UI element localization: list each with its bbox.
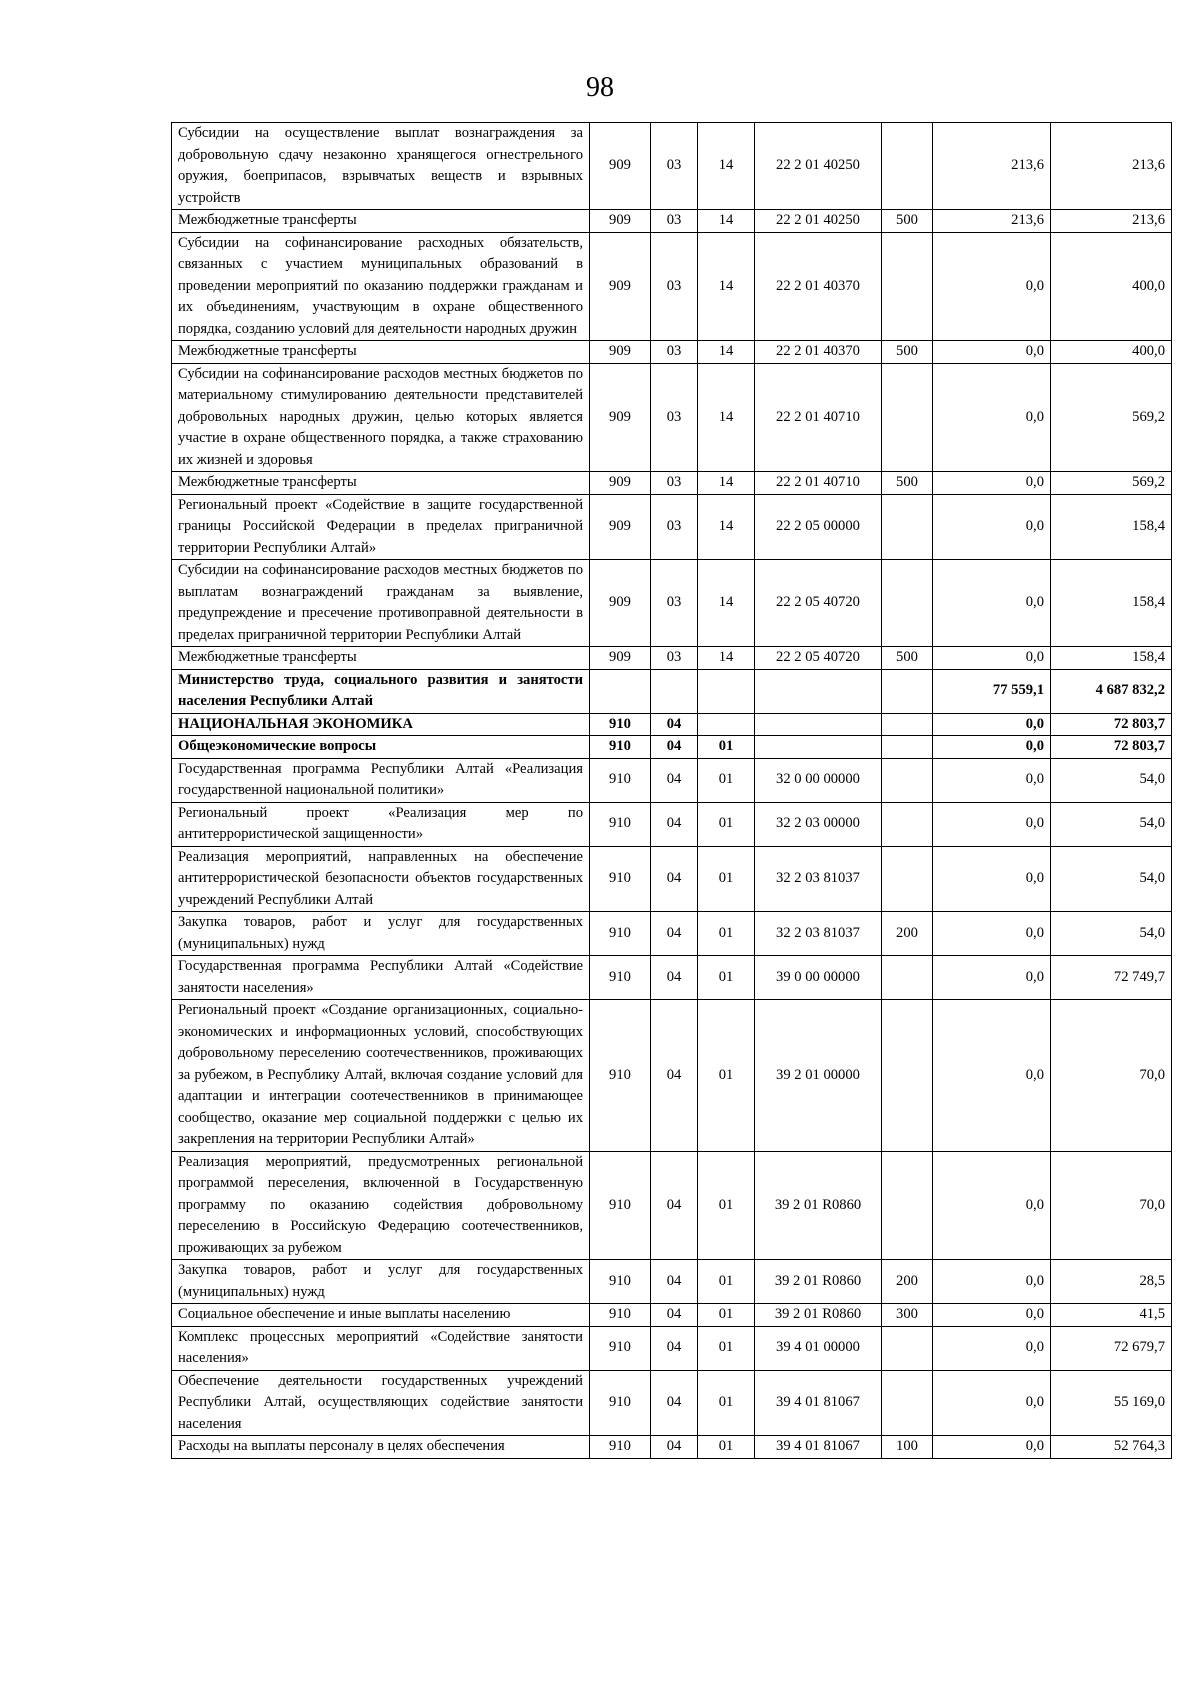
row-csr-cell xyxy=(755,736,882,759)
row-pr-cell: 01 xyxy=(698,1260,755,1304)
row-vr-cell xyxy=(882,802,933,846)
row-rz-cell: 04 xyxy=(651,1370,698,1436)
row-pr-cell xyxy=(698,669,755,713)
row-sum1-cell: 0,0 xyxy=(933,494,1051,560)
row-pr-cell: 01 xyxy=(698,956,755,1000)
row-name-cell: Межбюджетные трансферты xyxy=(172,472,590,495)
row-vr-cell: 200 xyxy=(882,912,933,956)
row-sum1-cell: 0,0 xyxy=(933,1151,1051,1260)
row-pr-cell: 14 xyxy=(698,210,755,233)
table-row xyxy=(172,736,1172,759)
table-row xyxy=(172,494,1172,560)
row-sum1-cell: 213,6 xyxy=(933,210,1051,233)
row-pr-cell: 01 xyxy=(698,736,755,759)
row-gr-cell: 909 xyxy=(590,363,651,472)
table-row xyxy=(172,713,1172,736)
row-gr-cell: 910 xyxy=(590,1436,651,1459)
row-pr-cell: 14 xyxy=(698,341,755,364)
row-rz-cell: 04 xyxy=(651,956,698,1000)
row-sum1-cell: 0,0 xyxy=(933,802,1051,846)
row-sum2-cell: 72 679,7 xyxy=(1051,1326,1172,1370)
row-vr-cell xyxy=(882,1000,933,1152)
row-vr-cell xyxy=(882,494,933,560)
row-name-cell: Общеэкономические вопросы xyxy=(172,736,590,759)
row-rz-cell: 04 xyxy=(651,1260,698,1304)
row-sum2-cell: 213,6 xyxy=(1051,123,1172,210)
row-gr-cell: 910 xyxy=(590,1260,651,1304)
row-sum1-cell: 0,0 xyxy=(933,912,1051,956)
row-csr-cell: 22 2 01 40710 xyxy=(755,363,882,472)
row-sum1-cell: 0,0 xyxy=(933,1260,1051,1304)
row-gr-cell: 910 xyxy=(590,758,651,802)
row-csr-cell: 39 2 01 R0860 xyxy=(755,1151,882,1260)
row-sum2-cell: 54,0 xyxy=(1051,802,1172,846)
row-sum2-cell: 400,0 xyxy=(1051,341,1172,364)
row-rz-cell: 04 xyxy=(651,1000,698,1152)
row-rz-cell: 03 xyxy=(651,560,698,647)
row-sum1-cell: 0,0 xyxy=(933,341,1051,364)
row-sum2-cell: 72 749,7 xyxy=(1051,956,1172,1000)
row-name-cell: Закупка товаров, работ и услуг для государственных (муниципальных) нужд xyxy=(172,1260,590,1304)
row-vr-cell xyxy=(882,1151,933,1260)
row-rz-cell: 03 xyxy=(651,494,698,560)
row-vr-cell xyxy=(882,669,933,713)
row-sum1-cell: 0,0 xyxy=(933,758,1051,802)
row-rz-cell: 04 xyxy=(651,912,698,956)
page-number: 98 xyxy=(586,72,614,103)
row-name-cell: Обеспечение деятельности государственных учреждений Республики Алтай, осуществляющих содействие занятости населения xyxy=(172,1370,590,1436)
row-name-cell: Межбюджетные трансферты xyxy=(172,647,590,670)
table-row xyxy=(172,1260,1172,1304)
row-gr-cell: 910 xyxy=(590,1326,651,1370)
row-sum1-cell: 0,0 xyxy=(933,560,1051,647)
row-sum1-cell: 0,0 xyxy=(933,713,1051,736)
row-gr-cell: 909 xyxy=(590,647,651,670)
row-sum2-cell: 569,2 xyxy=(1051,363,1172,472)
row-pr-cell: 01 xyxy=(698,1326,755,1370)
row-name-cell: Субсидии на осуществление выплат вознаграждения за добровольную сдачу незаконно хранящегося огнестрельного оружия, боеприпасов, взрывчатых веществ и взрывных устройств xyxy=(172,123,590,210)
row-pr-cell: 14 xyxy=(698,472,755,495)
row-gr-cell: 909 xyxy=(590,560,651,647)
row-vr-cell: 300 xyxy=(882,1304,933,1327)
row-pr-cell xyxy=(698,713,755,736)
table-row xyxy=(172,232,1172,341)
row-name-cell: Субсидии на софинансирование расходов местных бюджетов по материальному стимулированию деятельности представителей добровольных народных дружин, целью которых является участие в охране общественного порядка, а также страхованию их жизней и здоровья xyxy=(172,363,590,472)
row-csr-cell: 32 2 03 00000 xyxy=(755,802,882,846)
table-row xyxy=(172,123,1172,210)
row-name-cell: Социальное обеспечение и иные выплаты населению xyxy=(172,1304,590,1327)
row-csr-cell: 22 2 05 40720 xyxy=(755,560,882,647)
row-name-cell: Реализация мероприятий, направленных на обеспечение антитеррористической безопасности объектов государственных учреждений Республики Алтай xyxy=(172,846,590,912)
row-sum2-cell: 213,6 xyxy=(1051,210,1172,233)
row-pr-cell: 01 xyxy=(698,846,755,912)
row-rz-cell: 03 xyxy=(651,472,698,495)
row-sum2-cell: 4 687 832,2 xyxy=(1051,669,1172,713)
row-sum1-cell: 77 559,1 xyxy=(933,669,1051,713)
row-rz-cell: 04 xyxy=(651,736,698,759)
row-csr-cell: 22 2 01 40250 xyxy=(755,123,882,210)
row-vr-cell: 500 xyxy=(882,210,933,233)
row-gr-cell: 909 xyxy=(590,494,651,560)
row-sum2-cell: 70,0 xyxy=(1051,1000,1172,1152)
row-gr-cell: 910 xyxy=(590,956,651,1000)
row-name-cell: Расходы на выплаты персоналу в целях обеспечения xyxy=(172,1436,590,1459)
row-rz-cell: 03 xyxy=(651,210,698,233)
row-csr-cell: 39 2 01 R0860 xyxy=(755,1304,882,1327)
row-rz-cell: 04 xyxy=(651,1436,698,1459)
row-rz-cell: 03 xyxy=(651,363,698,472)
row-gr-cell: 910 xyxy=(590,912,651,956)
row-vr-cell xyxy=(882,758,933,802)
row-pr-cell: 01 xyxy=(698,1304,755,1327)
row-name-cell: Комплекс процессных мероприятий «Содействие занятости населения» xyxy=(172,1326,590,1370)
row-sum1-cell: 0,0 xyxy=(933,363,1051,472)
row-csr-cell: 39 4 01 81067 xyxy=(755,1436,882,1459)
row-name-cell: Региональный проект «Создание организационных, социально-экономических и информационных условий, способствующих добровольному переселению соотечественников, проживающих за рубежом, в Республику Алтай, включая создание условий для адаптации и интеграции соотечественников в принимающее сообщество, оказание мер социальной поддержки с целью их закрепления на территории Республики Алтай» xyxy=(172,1000,590,1152)
row-vr-cell xyxy=(882,956,933,1000)
row-vr-cell xyxy=(882,1326,933,1370)
row-sum1-cell: 0,0 xyxy=(933,1000,1051,1152)
table-row xyxy=(172,1370,1172,1436)
row-csr-cell: 22 2 05 00000 xyxy=(755,494,882,560)
row-sum1-cell: 0,0 xyxy=(933,956,1051,1000)
row-vr-cell xyxy=(882,713,933,736)
row-csr-cell: 32 0 00 00000 xyxy=(755,758,882,802)
row-csr-cell: 39 0 00 00000 xyxy=(755,956,882,1000)
row-name-cell: Субсидии на софинансирование расходных обязательств, связанных с участием муниципальных образований в проведении мероприятий по оказанию поддержки гражданам и их объединениям, участвующим в охране общественного порядка, созданию условий для деятельности народных дружин xyxy=(172,232,590,341)
row-sum2-cell: 54,0 xyxy=(1051,912,1172,956)
row-name-cell: Закупка товаров, работ и услуг для государственных (муниципальных) нужд xyxy=(172,912,590,956)
row-pr-cell: 14 xyxy=(698,560,755,647)
row-pr-cell: 14 xyxy=(698,647,755,670)
row-sum2-cell: 54,0 xyxy=(1051,758,1172,802)
row-pr-cell: 01 xyxy=(698,758,755,802)
row-rz-cell: 04 xyxy=(651,758,698,802)
table-row xyxy=(172,669,1172,713)
row-csr-cell: 22 2 01 40250 xyxy=(755,210,882,233)
table-row xyxy=(172,1304,1172,1327)
row-vr-cell: 100 xyxy=(882,1436,933,1459)
row-sum1-cell: 0,0 xyxy=(933,232,1051,341)
budget-table xyxy=(171,122,1172,1459)
row-sum1-cell: 0,0 xyxy=(933,1370,1051,1436)
row-csr-cell: 39 4 01 81067 xyxy=(755,1370,882,1436)
row-vr-cell: 500 xyxy=(882,647,933,670)
row-name-cell: Региональный проект «Содействие в защите государственной границы Российской Федерации в пределах приграничной территории Республики Алтай» xyxy=(172,494,590,560)
row-name-cell: Министерство труда, социального развития и занятости населения Республики Алтай xyxy=(172,669,590,713)
table-row xyxy=(172,472,1172,495)
row-gr-cell xyxy=(590,669,651,713)
row-name-cell: Региональный проект «Реализация мер по антитеррористической защищенности» xyxy=(172,802,590,846)
row-csr-cell: 39 4 01 00000 xyxy=(755,1326,882,1370)
table-row xyxy=(172,210,1172,233)
row-name-cell: Реализация мероприятий, предусмотренных региональной программой переселения, включенной в Государственную программу по оказанию содействия добровольному переселению в Российскую Федерацию соотечественников, проживающих за рубежом xyxy=(172,1151,590,1260)
row-sum2-cell: 569,2 xyxy=(1051,472,1172,495)
row-vr-cell xyxy=(882,736,933,759)
table-row xyxy=(172,341,1172,364)
row-name-cell: Межбюджетные трансферты xyxy=(172,210,590,233)
row-pr-cell: 01 xyxy=(698,1436,755,1459)
row-sum2-cell: 72 803,7 xyxy=(1051,713,1172,736)
row-vr-cell: 500 xyxy=(882,341,933,364)
row-sum1-cell: 0,0 xyxy=(933,736,1051,759)
table-row xyxy=(172,1000,1172,1152)
row-vr-cell xyxy=(882,846,933,912)
row-gr-cell: 909 xyxy=(590,341,651,364)
row-rz-cell: 03 xyxy=(651,232,698,341)
table-row xyxy=(172,1151,1172,1260)
row-pr-cell: 14 xyxy=(698,123,755,210)
row-gr-cell: 909 xyxy=(590,123,651,210)
table-row xyxy=(172,1326,1172,1370)
row-csr-cell: 22 2 01 40370 xyxy=(755,232,882,341)
table-row xyxy=(172,758,1172,802)
row-rz-cell: 04 xyxy=(651,1304,698,1327)
row-sum2-cell: 158,4 xyxy=(1051,560,1172,647)
row-rz-cell: 04 xyxy=(651,1151,698,1260)
table-row xyxy=(172,846,1172,912)
row-sum2-cell: 41,5 xyxy=(1051,1304,1172,1327)
row-pr-cell: 14 xyxy=(698,363,755,472)
row-sum2-cell: 54,0 xyxy=(1051,846,1172,912)
row-pr-cell: 01 xyxy=(698,802,755,846)
row-rz-cell: 03 xyxy=(651,341,698,364)
table-row xyxy=(172,363,1172,472)
row-gr-cell: 909 xyxy=(590,472,651,495)
row-sum1-cell: 0,0 xyxy=(933,846,1051,912)
row-sum1-cell: 0,0 xyxy=(933,1304,1051,1327)
row-sum1-cell: 213,6 xyxy=(933,123,1051,210)
row-sum2-cell: 52 764,3 xyxy=(1051,1436,1172,1459)
row-gr-cell: 910 xyxy=(590,736,651,759)
table-row xyxy=(172,560,1172,647)
row-vr-cell: 500 xyxy=(882,472,933,495)
row-sum1-cell: 0,0 xyxy=(933,647,1051,670)
row-pr-cell: 01 xyxy=(698,1000,755,1152)
row-gr-cell: 910 xyxy=(590,1370,651,1436)
row-vr-cell xyxy=(882,560,933,647)
row-name-cell: Государственная программа Республики Алтай «Содействие занятости населения» xyxy=(172,956,590,1000)
row-gr-cell: 909 xyxy=(590,232,651,341)
row-csr-cell: 22 2 01 40710 xyxy=(755,472,882,495)
row-pr-cell: 01 xyxy=(698,912,755,956)
row-rz-cell: 04 xyxy=(651,846,698,912)
row-csr-cell: 32 2 03 81037 xyxy=(755,912,882,956)
row-rz-cell: 03 xyxy=(651,647,698,670)
row-sum1-cell: 0,0 xyxy=(933,1436,1051,1459)
table-row xyxy=(172,956,1172,1000)
row-csr-cell xyxy=(755,713,882,736)
row-sum2-cell: 158,4 xyxy=(1051,494,1172,560)
row-pr-cell: 01 xyxy=(698,1151,755,1260)
row-vr-cell xyxy=(882,232,933,341)
row-name-cell: Государственная программа Республики Алтай «Реализация государственной национальной политики» xyxy=(172,758,590,802)
row-csr-cell: 39 2 01 00000 xyxy=(755,1000,882,1152)
table-row xyxy=(172,647,1172,670)
row-csr-cell xyxy=(755,669,882,713)
row-gr-cell: 909 xyxy=(590,210,651,233)
table-row xyxy=(172,1436,1172,1459)
row-rz-cell xyxy=(651,669,698,713)
row-vr-cell xyxy=(882,1370,933,1436)
row-gr-cell: 910 xyxy=(590,1000,651,1152)
row-csr-cell: 32 2 03 81037 xyxy=(755,846,882,912)
row-gr-cell: 910 xyxy=(590,846,651,912)
row-gr-cell: 910 xyxy=(590,713,651,736)
row-rz-cell: 04 xyxy=(651,713,698,736)
row-csr-cell: 22 2 01 40370 xyxy=(755,341,882,364)
row-vr-cell xyxy=(882,123,933,210)
table-row xyxy=(172,912,1172,956)
row-pr-cell: 01 xyxy=(698,1370,755,1436)
row-name-cell: Межбюджетные трансферты xyxy=(172,341,590,364)
row-rz-cell: 04 xyxy=(651,802,698,846)
row-csr-cell: 39 2 01 R0860 xyxy=(755,1260,882,1304)
row-sum2-cell: 72 803,7 xyxy=(1051,736,1172,759)
row-vr-cell xyxy=(882,363,933,472)
row-sum2-cell: 70,0 xyxy=(1051,1151,1172,1260)
row-gr-cell: 910 xyxy=(590,1151,651,1260)
row-sum2-cell: 400,0 xyxy=(1051,232,1172,341)
row-rz-cell: 03 xyxy=(651,123,698,210)
row-name-cell: НАЦИОНАЛЬНАЯ ЭКОНОМИКА xyxy=(172,713,590,736)
row-name-cell: Субсидии на софинансирование расходов местных бюджетов по выплатам вознаграждений гражданам за выявление, предупреждение и пресечение противоправной деятельности в пределах приграничной территории Республики Алтай xyxy=(172,560,590,647)
row-csr-cell: 22 2 05 40720 xyxy=(755,647,882,670)
row-vr-cell: 200 xyxy=(882,1260,933,1304)
row-sum2-cell: 28,5 xyxy=(1051,1260,1172,1304)
row-sum1-cell: 0,0 xyxy=(933,1326,1051,1370)
table-row xyxy=(172,802,1172,846)
row-sum1-cell: 0,0 xyxy=(933,472,1051,495)
row-sum2-cell: 158,4 xyxy=(1051,647,1172,670)
row-rz-cell: 04 xyxy=(651,1326,698,1370)
row-gr-cell: 910 xyxy=(590,1304,651,1327)
row-gr-cell: 910 xyxy=(590,802,651,846)
row-pr-cell: 14 xyxy=(698,232,755,341)
row-sum2-cell: 55 169,0 xyxy=(1051,1370,1172,1436)
row-pr-cell: 14 xyxy=(698,494,755,560)
